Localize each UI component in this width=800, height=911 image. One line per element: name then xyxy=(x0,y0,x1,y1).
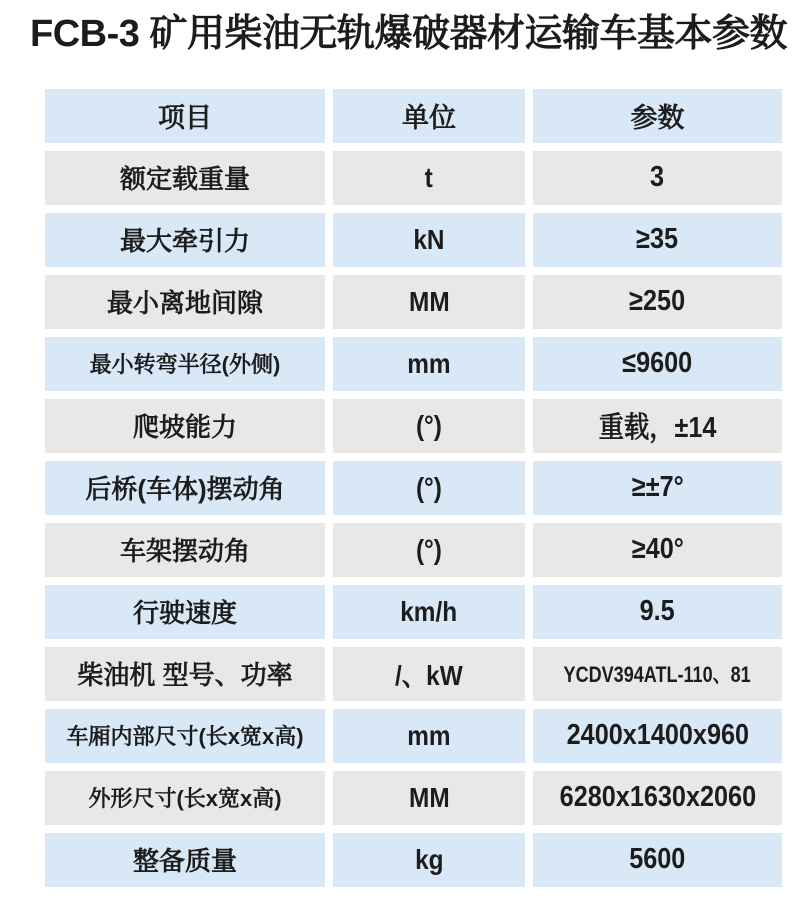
unit-text: /、kW xyxy=(395,659,463,691)
value-text: 5600 xyxy=(629,843,686,876)
unit-text: MM xyxy=(408,285,450,317)
header-value-label: 参数 xyxy=(630,103,685,134)
value-text: 9.5 xyxy=(639,595,676,628)
item-text: 外形尺寸(长x宽x高) xyxy=(88,786,282,812)
table-cell-unit xyxy=(333,585,525,639)
table-cell-unit xyxy=(333,833,525,887)
table-cell-item xyxy=(45,213,325,267)
header-cell-value xyxy=(533,89,782,143)
table-cell-item xyxy=(45,647,325,701)
unit-text: mm xyxy=(407,719,451,751)
table-cell-item xyxy=(45,399,325,453)
table-cell-value xyxy=(533,151,782,205)
value-text: ≥40° xyxy=(631,533,684,566)
unit-text: (°) xyxy=(416,533,442,565)
item-text: 车厢内部尺寸(长x宽x高) xyxy=(66,724,304,750)
item-text: 最小转弯半径(外侧) xyxy=(89,352,281,378)
table-cell-item xyxy=(45,461,325,515)
table-cell-item xyxy=(45,151,325,205)
value-text: YCDV394ATL-110、81 xyxy=(563,662,752,688)
table-cell-item xyxy=(45,771,325,825)
unit-text: MM xyxy=(408,781,450,813)
table-cell-value xyxy=(533,585,782,639)
table-cell-unit xyxy=(333,461,525,515)
table-cell-unit xyxy=(333,337,525,391)
header-unit-label: 单位 xyxy=(402,103,456,134)
table-cell-unit xyxy=(333,213,525,267)
value-text: 3 xyxy=(650,161,665,194)
item-text: 后桥(车体)摆动角 xyxy=(85,474,285,505)
value-text: 6280x1630x2060 xyxy=(559,781,756,814)
item-text: 车架摆动角 xyxy=(119,536,250,567)
value-text: ≤9600 xyxy=(622,347,693,380)
table-cell-value xyxy=(533,399,782,453)
table-cell-item xyxy=(45,709,325,763)
table-cell-unit xyxy=(333,647,525,701)
table-cell-value xyxy=(533,833,782,887)
table-cell-unit xyxy=(333,151,525,205)
unit-text: kg xyxy=(414,843,444,875)
value-text: ≥±7° xyxy=(631,471,684,504)
table-cell-value xyxy=(533,213,782,267)
table-cell-item xyxy=(45,833,325,887)
table-cell-unit xyxy=(333,709,525,763)
item-text: 最小离地间隙 xyxy=(106,288,263,319)
table-cell-value xyxy=(533,709,782,763)
value-text: ≥250 xyxy=(629,285,686,318)
item-text: 额定载重量 xyxy=(119,164,250,195)
unit-text: t xyxy=(424,161,434,193)
header-item-label: 项目 xyxy=(158,103,212,134)
value-text: ≥35 xyxy=(636,223,679,256)
item-text: 最大牵引力 xyxy=(119,226,250,257)
item-text: 爬坡能力 xyxy=(132,412,237,443)
item-text: 柴油机 型号、功率 xyxy=(77,660,293,691)
unit-text: mm xyxy=(407,347,451,379)
unit-text: km/h xyxy=(400,595,458,627)
unit-text: kN xyxy=(413,223,445,255)
spec-sheet-page xyxy=(0,13,800,911)
item-text: 整备质量 xyxy=(132,846,237,877)
table-cell-item xyxy=(45,275,325,329)
table-cell-value xyxy=(533,337,782,391)
table-cell-item xyxy=(45,337,325,391)
table-cell-unit xyxy=(333,275,525,329)
table-cell-unit xyxy=(333,399,525,453)
table-cell-unit xyxy=(333,523,525,577)
table-cell-value xyxy=(533,523,782,577)
unit-text: (°) xyxy=(416,409,442,441)
header-cell-unit xyxy=(333,89,525,143)
table-cell-value xyxy=(533,461,782,515)
spec-table xyxy=(45,89,782,887)
header-cell-item xyxy=(45,89,325,143)
table-cell-item xyxy=(45,523,325,577)
value-text: 2400x1400x960 xyxy=(566,719,749,752)
table-cell-value xyxy=(533,647,782,701)
unit-text: (°) xyxy=(416,471,442,503)
table-cell-unit xyxy=(333,771,525,825)
page-title: FCB-3 矿用柴油无轨爆破器材运输车基本参数 xyxy=(30,13,787,55)
table-cell-value xyxy=(533,771,782,825)
table-cell-item xyxy=(45,585,325,639)
value-text: 重载，±14 xyxy=(598,412,717,445)
item-text: 行驶速度 xyxy=(132,598,237,629)
table-cell-value xyxy=(533,275,782,329)
